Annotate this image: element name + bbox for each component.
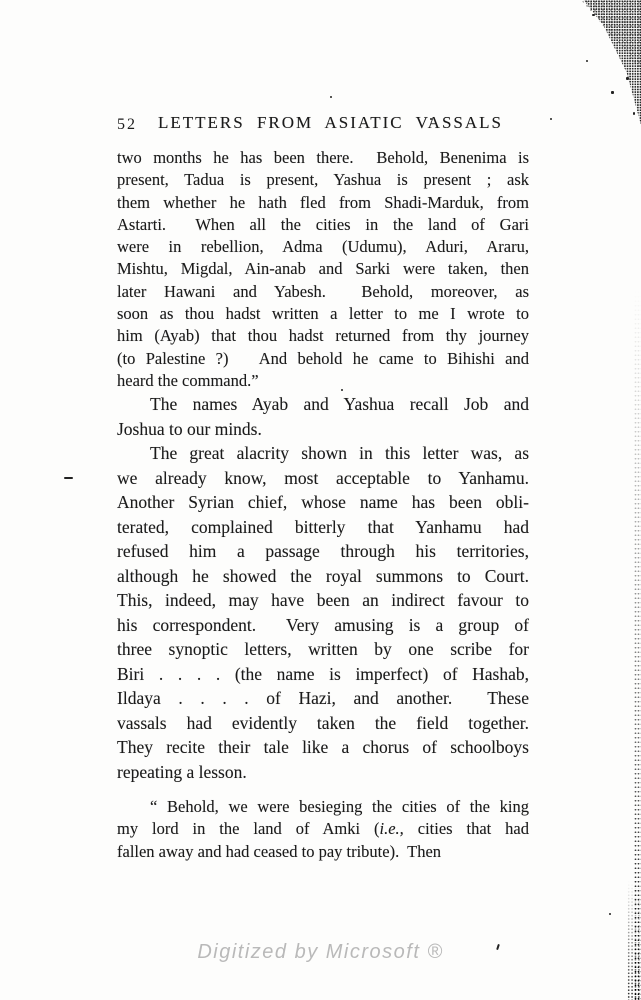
scan-speck: [550, 118, 552, 120]
text-line: were in rebellion, Adma (Udumu), Aduri, Araru,: [117, 237, 529, 257]
scan-speck: [633, 112, 635, 115]
text-line: repeating a lesson.: [117, 761, 247, 782]
text-line: “ Behold, we were besieging the cities of the king: [150, 797, 529, 816]
text-line: vassals had evidently taken the field together.: [117, 712, 529, 733]
scan-speck: [330, 96, 332, 98]
text-line: The names Ayab and Yashua recall Job and: [150, 394, 529, 414]
text-line: refused him a passage through his territories,: [117, 541, 529, 561]
scan-speck: [626, 77, 629, 80]
text-line: heard the command.”: [117, 370, 259, 390]
text-line: soon as thou hadst written a letter to me I wrote to: [117, 304, 529, 324]
text-line: Astarti. When all the cities in the land of Gari: [117, 214, 529, 234]
scan-speck: [64, 477, 73, 479]
text-line: three synoptic letters, written by one scribe for: [117, 639, 529, 659]
scan-noise-corner-soft: [581, 0, 641, 70]
text-segment: cities that had: [403, 819, 529, 839]
text-line: his correspondent. Very amusing is a group of: [117, 614, 529, 635]
text-line: The great alacrity shown in this letter was, as: [150, 443, 529, 463]
scan-speck: [611, 91, 614, 94]
text-line: Mishtu, Migdal, Ain-anab and Sarki were taken, then: [117, 259, 529, 279]
running-title: LETTERS FROM ASIATIC VASSALS: [158, 113, 503, 132]
paragraph-besieging-quote: [117, 796, 529, 863]
text-line: fallen away and had ceased to pay tribute). Then: [117, 841, 442, 861]
text-line: Joshua to our minds.: [117, 418, 262, 439]
text-line: although he showed the royal summons to Court.: [117, 565, 529, 586]
text-segment: my lord in the land of Amki (: [117, 819, 380, 839]
text-line: Ildaya . . . . of Hazi, and another. These: [117, 688, 529, 708]
digitization-watermark: Digitized by Microsoft ®: [197, 941, 444, 963]
page-number: 52: [117, 116, 137, 133]
text-line: They recite their tale like a chorus of schoolboys: [117, 737, 529, 757]
text-line: (to Palestine ?) And behold he came to Bihishi and: [117, 348, 529, 368]
scan-noise-bottom-right: [627, 880, 641, 1000]
text-line: Another Syrian chief, whose name has been obli-: [117, 492, 529, 512]
text-line: terated, complained bitterly that Yanhamu had: [117, 516, 529, 537]
scan-speck: [586, 60, 588, 62]
scan-speck: [609, 913, 611, 915]
scan-speck: [592, 14, 595, 16]
scan-speck: [496, 944, 500, 950]
text-line: we already know, most acceptable to Yanhamu.: [117, 467, 529, 488]
text-line: later Hawani and Yabesh. Behold, moreover, as: [117, 281, 529, 301]
text-line: two months he has been there. Behold, Benenima is: [117, 148, 529, 167]
text-line: This, indeed, may have been an indirect favour to: [117, 590, 529, 610]
paragraph-quoted-letter: [117, 147, 529, 392]
text-segment-italic: i.e.,: [379, 819, 404, 839]
paragraph-alacrity: [117, 441, 529, 784]
text-line: [117, 818, 529, 840]
text-line: him (Ayab) that thou hadst returned from thy journey: [117, 326, 529, 346]
running-head: [117, 113, 529, 139]
text-line: them whether he hath fled from Shadi-Marduk, from: [117, 192, 529, 212]
text-line: present, Tadua is present, Yashua is present ; ask: [117, 170, 529, 190]
text-line: Biri . . . . (the name is imperfect) of Hashab,: [117, 663, 529, 684]
paragraph-names: [117, 392, 529, 441]
